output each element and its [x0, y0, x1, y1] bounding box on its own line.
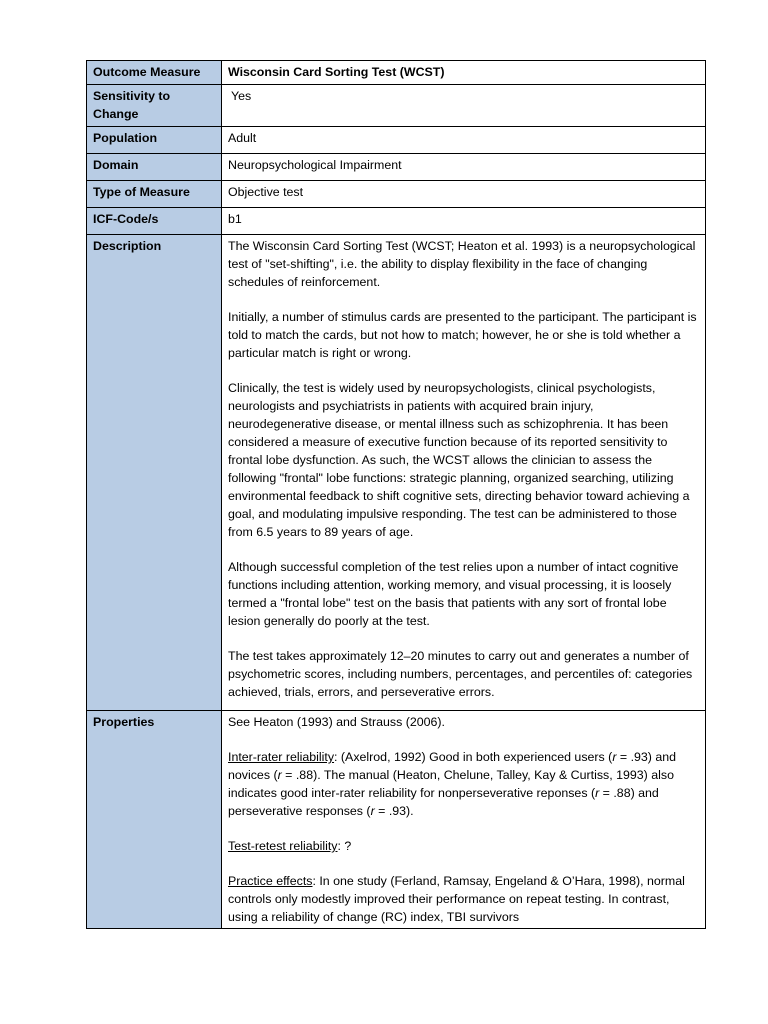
properties-label: Properties [87, 711, 222, 929]
population-value: Adult [222, 127, 706, 154]
r-symbol: r [595, 786, 600, 800]
domain-label: Domain [87, 154, 222, 181]
row-domain [87, 154, 706, 181]
interrater-heading: Inter-rater reliability [228, 750, 335, 764]
row-type-of-measure [87, 181, 706, 208]
outcome-measure-label: Outcome Measure [87, 61, 222, 85]
row-properties [87, 711, 706, 929]
interrater-text: = .88). The manual (Heaton, Chelune, Talley, Kay & Curtiss, 1993) also indicates good inter-rater reliability for nonperseverative reponses ( [228, 768, 674, 800]
type-of-measure-value: Objective test [222, 181, 706, 208]
outcome-measure-title: Wisconsin Card Sorting Test (WCST) [222, 61, 706, 85]
description-paragraph: The test takes approximately 12–20 minutes to carry out and generates a number of psychometric scores, including numbers, percentages, and percentiles of: categories achieved, trials, errors, and perseverative errors. [228, 649, 693, 699]
description-paragraph: The Wisconsin Card Sorting Test (WCST; Heaton et al. 1993) is a neuropsychological test of "set-shifting", i.e. the ability to display flexibility in the face of changing schedules of reinforcement. [228, 239, 696, 289]
interrater-paragraph [228, 748, 699, 820]
testretest-heading: Test-retest reliability [228, 839, 338, 853]
properties-content [228, 713, 699, 925]
properties-intro: See Heaton (1993) and Strauss (2006). [228, 715, 445, 729]
testretest-value: : ? [337, 839, 352, 853]
icf-code-label: ICF-Code/s [87, 208, 222, 235]
testretest-paragraph [228, 837, 699, 855]
type-of-measure-label: Type of Measure [87, 181, 222, 208]
description-paragraph: Clinically, the test is widely used by neuropsychologists, clinical psychologists, neurologists and psychiatrists in patients with acquired brain injury, neurodegenerative disease, or mental illness such as schizophrenia. It has been considered a measure of executive function because of its reported sensitivity to frontal lobe dysfunction. As such, the WCST allows the clinician to assess the following "frontal" lobe functions: strategic planning, organized searching, utilizing environmental feedback to shift cognitive sets, directing behavior toward achieving a goal, and modulating impulsive responding. The test can be administered to those from 6.5 years to 89 years of age. [228, 381, 690, 539]
sensitivity-label: Sensitivity to Change [87, 85, 222, 127]
interrater-text: = .88) and perseverative responses ( [228, 786, 659, 818]
domain-value: Neuropsychological Impairment [222, 154, 706, 181]
row-outcome-measure [87, 61, 706, 85]
sensitivity-value: Yes [222, 85, 706, 127]
row-description [87, 235, 706, 711]
description-paragraph: Although successful completion of the test relies upon a number of intact cognitive functions including attention, working memory, and visual processing, it is loosely termed a "frontal lobe" test on the basis that patients with any sort of frontal lobe lesion generally do poorly at the test. [228, 560, 679, 628]
description-text [222, 235, 706, 711]
r-symbol: r [612, 750, 617, 764]
practice-heading: Practice effects [228, 874, 313, 888]
r-symbol: r [370, 804, 375, 818]
icf-code-value: b1 [222, 208, 706, 235]
row-icf-code [87, 208, 706, 235]
properties-text [222, 711, 706, 929]
r-symbol: r [277, 768, 282, 782]
row-population [87, 127, 706, 154]
row-sensitivity [87, 85, 706, 127]
interrater-text: : (Axelrod, 1992) Good in both experienced users ( [334, 750, 613, 764]
interrater-text: = .93) and novices ( [228, 750, 677, 782]
outcome-measure-table [86, 60, 706, 929]
population-label: Population [87, 127, 222, 154]
interrater-text: = .93). [374, 804, 414, 818]
practice-text: : In one study (Ferland, Ramsay, Engeland & O’Hara, 1998), normal controls only modestly improved their performance on repeat testing. In contrast, using a reliability of change (RC) index, TBI survivors [228, 874, 685, 924]
description-label: Description [87, 235, 222, 711]
description-paragraph: Initially, a number of stimulus cards are presented to the participant. The participant is told to match the cards, but not how to match; however, he or she is told whether a particular match is right or wrong. [228, 310, 697, 360]
practice-paragraph [228, 872, 699, 925]
